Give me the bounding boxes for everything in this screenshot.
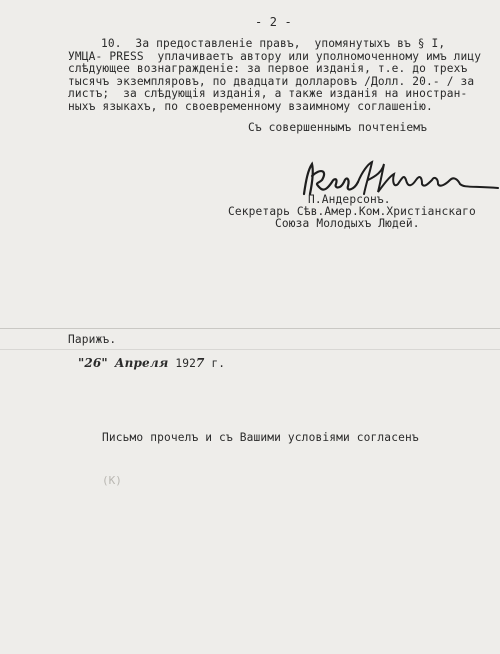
paragraph-line: 10. За предоставленiе правъ, упомянутыхъ въ § I, bbox=[101, 37, 446, 50]
date-year: 1927 bbox=[175, 356, 205, 370]
paragraph-line: листъ; за слѣдующiя изданiя, а также изданiя на иностран- bbox=[68, 87, 468, 100]
place: Парижъ. bbox=[68, 333, 117, 346]
date-line bbox=[78, 357, 225, 370]
date-month: Апреля bbox=[114, 356, 169, 370]
paragraph-line: УМЦА- PRESS уплачиваетъ автору или уполномоченному имъ лицу bbox=[68, 50, 482, 63]
fold-line bbox=[0, 328, 500, 329]
page-number: - 2 - bbox=[255, 15, 292, 29]
fold-line bbox=[0, 349, 500, 350]
signatory-title: Секретарь Сѣв.Амер.Ком.Христiанскаго bbox=[228, 205, 476, 218]
paragraph-line: слѣдующее вознагражденiе: за первое изданiя, т.е. до трехъ bbox=[68, 62, 468, 75]
acknowledgement: Письмо прочелъ и съ Вашими условiями согласенъ bbox=[102, 431, 419, 444]
signatory-organization: Союза Молодыхъ Людей. bbox=[275, 217, 420, 230]
date-day: "26" bbox=[78, 356, 108, 370]
closing-salutation: Съ совершеннымъ почтенiемъ bbox=[248, 121, 428, 134]
faint-mark: (K) bbox=[102, 474, 122, 487]
paragraph-line: тысячъ экземпляровъ, по двадцати долларовъ /Долл. 20.- / за bbox=[68, 75, 475, 88]
signatory-name: П.Андерсонъ. bbox=[308, 193, 391, 206]
date-suffix: г. bbox=[211, 357, 226, 370]
paragraph-line: ныхъ языкахъ, по своевременному взаимному соглашенiю. bbox=[68, 100, 433, 113]
